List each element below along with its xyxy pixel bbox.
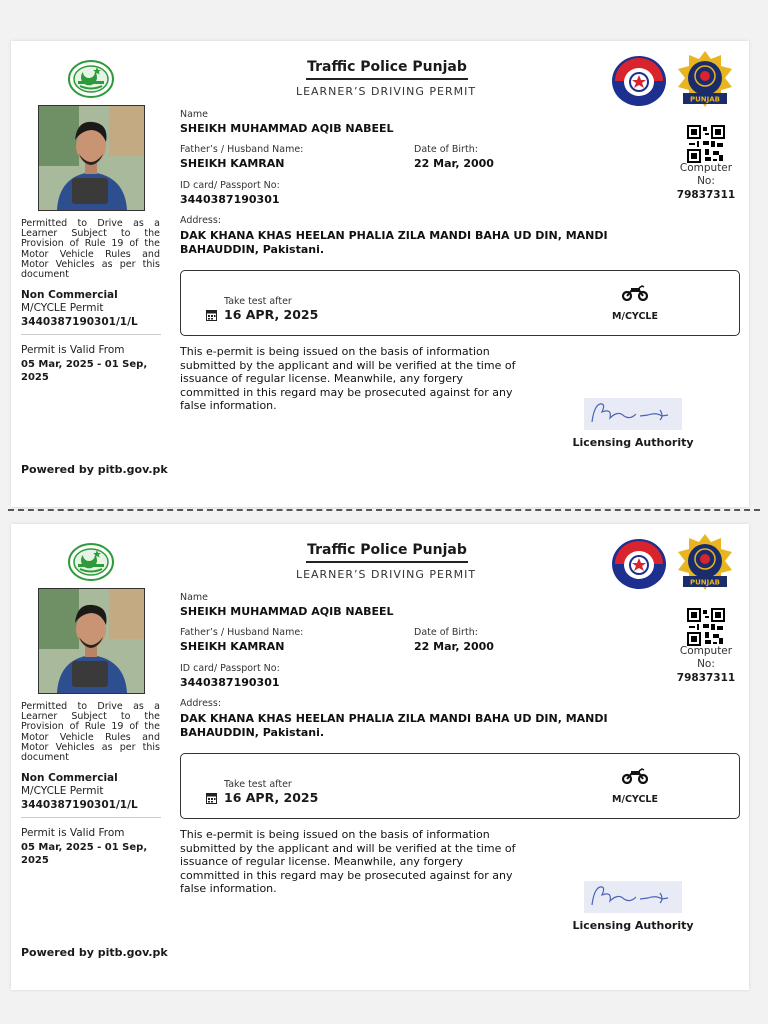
punjab-police-badge: [675, 532, 735, 594]
permit-number: 3440387190301/1/L: [21, 316, 138, 328]
father-value: SHEIKH KAMRAN: [180, 640, 285, 653]
divider-line: [21, 334, 161, 335]
applicant-photo: [38, 105, 145, 211]
name-label: Name: [180, 592, 209, 603]
permit-card: [11, 41, 749, 507]
calendar-icon: [206, 309, 217, 321]
computer-no-label: Computer No:: [679, 162, 733, 187]
address-value: DAK KHANA KHAS HEELAN PHALIA ZILA MANDI BAHA UD DIN, MANDI BAHAUDDIN, Pakistani.: [180, 712, 608, 739]
vehicle-label: M/CYCLE: [612, 311, 658, 322]
category: Non Commercial: [21, 772, 118, 784]
motorcycle-icon: [621, 285, 649, 301]
traffic-police-logo: [611, 55, 667, 107]
test-info-box: [180, 753, 740, 819]
valid-label: Permit is Valid From: [21, 344, 125, 356]
id-value: 3440387190301: [180, 676, 280, 689]
category: Non Commercial: [21, 289, 118, 301]
valid-range: 05 Mar, 2025 - 01 Sep, 2025: [21, 359, 148, 383]
permit-card: [11, 524, 749, 990]
divider-line: [21, 817, 161, 818]
permit-notice: Permitted to Drive as a Learner Subject to the Provision of Rule 19 of the Motor Vehicle Rules and Motor Vehicles as per this document: [21, 701, 160, 764]
punjab-police-badge: [675, 49, 735, 111]
father-label: Father’s / Husband Name:: [180, 627, 304, 638]
traffic-police-logo: [611, 538, 667, 590]
powered-by: Powered by pitb.gov.pk: [21, 463, 168, 476]
disclaimer-text: This e-permit is being issued on the basis of information submitted by the applicant and will be verified at the time of issuance of regular license. Meanwhile, any forgery committed in this regard may be prosecuted against for any false information.: [180, 828, 516, 896]
permit-subtitle: LEARNER’S DRIVING PERMIT: [295, 568, 477, 581]
father-value: SHEIKH KAMRAN: [180, 157, 285, 170]
permit-title: Traffic Police Punjab: [306, 59, 468, 80]
address-label: Address:: [180, 698, 222, 709]
father-label: Father’s / Husband Name:: [180, 144, 304, 155]
valid-range: 05 Mar, 2025 - 01 Sep, 2025: [21, 842, 148, 866]
motorcycle-icon: [621, 768, 649, 784]
computer-no-value: 79837311: [676, 189, 736, 201]
valid-label: Permit is Valid From: [21, 827, 125, 839]
address-value: DAK KHANA KHAS HEELAN PHALIA ZILA MANDI BAHA UD DIN, MANDI BAHAUDDIN, Pakistani.: [180, 229, 608, 256]
disclaimer-text: This e-permit is being issued on the basis of information submitted by the applicant and will be verified at the time of issuance of regular license. Meanwhile, any forgery committed in this regard may be prosecuted against for any false information.: [180, 345, 516, 413]
signature: [584, 881, 682, 913]
dob-label: Date of Birth:: [414, 144, 478, 155]
test-date: 16 APR, 2025: [224, 307, 319, 322]
qr-code: [687, 125, 725, 163]
vehicle-label: M/CYCLE: [612, 794, 658, 805]
test-label: Take test after: [224, 296, 292, 307]
id-value: 3440387190301: [180, 193, 280, 206]
permit-title: Traffic Police Punjab: [306, 542, 468, 563]
computer-no-value: 79837311: [676, 672, 736, 684]
licensing-authority-label: Licensing Authority: [572, 436, 694, 449]
signature: [584, 398, 682, 430]
test-label: Take test after: [224, 779, 292, 790]
cut-line: [8, 509, 760, 511]
permit-number: 3440387190301/1/L: [21, 799, 138, 811]
dob-value: 22 Mar, 2000: [414, 157, 494, 170]
applicant-photo: [38, 588, 145, 694]
punjab-government-logo: [67, 540, 115, 584]
qr-code: [687, 608, 725, 646]
permit-subtitle: LEARNER’S DRIVING PERMIT: [295, 85, 477, 98]
powered-by: Powered by pitb.gov.pk: [21, 946, 168, 959]
id-label: ID card/ Passport No:: [180, 180, 280, 191]
licensing-authority-label: Licensing Authority: [572, 919, 694, 932]
badge-label: PUNJAB: [689, 95, 721, 104]
permit-notice: Permitted to Drive as a Learner Subject to the Provision of Rule 19 of the Motor Vehicle Rules and Motor Vehicles as per this document: [21, 218, 160, 281]
permit-type: M/CYCLE Permit: [21, 302, 104, 314]
calendar-icon: [206, 792, 217, 804]
punjab-government-logo: [67, 57, 115, 101]
name-value: SHEIKH MUHAMMAD AQIB NABEEL: [180, 605, 394, 618]
id-label: ID card/ Passport No:: [180, 663, 280, 674]
name-label: Name: [180, 109, 209, 120]
address-label: Address:: [180, 215, 222, 226]
computer-no-label: Computer No:: [679, 645, 733, 670]
test-date: 16 APR, 2025: [224, 790, 319, 805]
dob-value: 22 Mar, 2000: [414, 640, 494, 653]
test-info-box: [180, 270, 740, 336]
badge-label: PUNJAB: [689, 578, 721, 587]
name-value: SHEIKH MUHAMMAD AQIB NABEEL: [180, 122, 394, 135]
dob-label: Date of Birth:: [414, 627, 478, 638]
permit-type: M/CYCLE Permit: [21, 785, 104, 797]
